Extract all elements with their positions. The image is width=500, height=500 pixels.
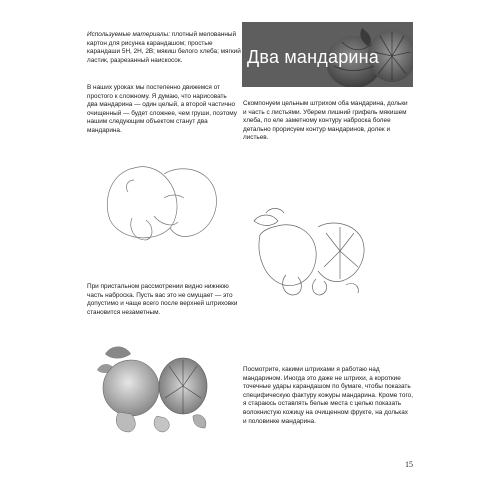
refined-contour-sketch-illustration bbox=[246, 205, 372, 297]
title-banner bbox=[242, 22, 413, 87]
materials-paragraph bbox=[87, 31, 241, 65]
step3-paragraph: Посмотрите, какими штрихами я работаю над мандарином. Иногда это даже не штрихи, а короткие точечные удары карандашом по бумаге, чтобы показать специфическую фактуру кожуры мандарина. Кроме того, я стараюсь оставлять белые места с целью показать волокнистую кожицу на очищенном фрукте, на дольках и половинке мандарина. bbox=[243, 366, 413, 425]
step1-paragraph: Скомпонуем цельным штрихом оба мандарина, дольки и часть с листьями. Уберем лишний грифель мякишем хлеба, по еле заметному контуру наброска более детально прорисуем контур мандаринов, долек и листьев. bbox=[243, 100, 408, 142]
page-title: Два мандарина bbox=[247, 47, 380, 67]
outline-sketch-illustration bbox=[94, 158, 226, 250]
intro-paragraph: В наших уроках мы постепенно движемся от простого к сложному. Я думаю, что нарисовать два мандарина — один целый, а второй частично очищенный — будет сложнее, чем груши, поэтому нашим следующим объектом станут два мандарина. bbox=[87, 84, 237, 134]
shaded-tangerines-illustration bbox=[95, 340, 215, 435]
materials-text: плотный мелованный картон для рисунка карандашом; простые карандаши 5H, 2H, 2B; мякиш белого хлеба; мягкий ластик, разрезанный наискосок. bbox=[87, 31, 241, 64]
materials-label: Используемые материалы: bbox=[87, 31, 170, 38]
page-number: 15 bbox=[405, 460, 413, 469]
step2-paragraph: При пристальном рассмотрении видно нижнюю часть наброска. Пусть вас это не смущает — это допустимо и чаще всего после верхней штриховки становится незаметным. bbox=[87, 283, 238, 316]
